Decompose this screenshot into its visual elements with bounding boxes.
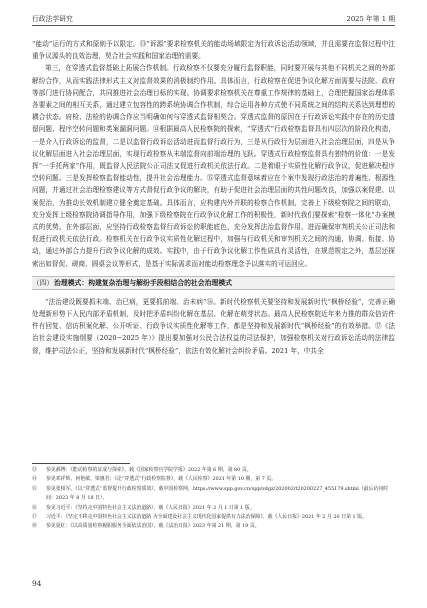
footnote-text: 参见邓祥辉、何艳敏、梁惠君：《论“穿透式”行政检察监督》，载《人民检察》2021 年第 10 期，第 7 页。	[46, 476, 277, 483]
paragraph: “能动”运行的方式和原则予以限定。⑬“诉源”要求检察机关的能动场域限定为行政诉讼活动领域，并且需要在监督过程中注重争议源头的良效治理，契合社会实践和国家治理的需要。	[32, 40, 395, 61]
page-number: 94	[32, 579, 42, 588]
section-heading	[32, 276, 395, 290]
footnote-rule	[32, 463, 130, 464]
footnote-text: 参见夏红：《以高质量检察履职服务全面依法治国》，载《法治日报》2023 年第 21 期，第 19 页。	[46, 523, 260, 530]
paragraph: “法治建设既要抓末端、治已病，更要抓前端、治未病”⑯。新时代检察机关要坚持和发展新时代“枫桥经验”，完善正确处理新形势下人民内部矛盾机制，及时把矛盾纠纷化解在基层、化解在萌芽状态。最高人民检察院近年来力推的群众信访件件有回复、信访积案化解、公开听证、行政争议实质性化解等工作，都是坚持和发展新时代“枫桥经验”的有效举措。⑰《法治社会建设实施纲要（2020−2025 年）》提出要加强对公民合法权益的司法保护，加强检察机关对行政诉讼活动的法律监督，维护司法公正，坚持和发展新时代“枫桥经验”，依法有效化解社会纠纷矛盾。2021 年，中共全	[32, 297, 395, 355]
footnote	[32, 485, 395, 504]
body-text	[32, 38, 395, 357]
header-rule	[32, 25, 395, 26]
footnote	[32, 522, 395, 531]
running-header	[32, 13, 395, 25]
footnote-mark: ⑭	[32, 476, 37, 483]
footnotes	[32, 466, 395, 532]
footnote-mark: ⑯	[32, 504, 37, 511]
footnote	[32, 513, 395, 522]
footnote	[32, 504, 395, 513]
footnote	[32, 466, 395, 475]
journal-name: 行政法学研究	[32, 15, 73, 23]
footnote-text: 参见郝博：《能动检察的证成与探索》，载《国家检察官学院学报》2022 年第 6 期，第 80 页。	[46, 467, 252, 473]
footnote-mark: ⑬	[32, 467, 37, 473]
footnote-mark: ⑱	[32, 523, 37, 530]
issue-label: 2025 年第 1 期	[346, 15, 395, 23]
footnote	[32, 475, 395, 484]
footnote-text: 参见习近平：《坚持走中国特色社会主义法治道路》，载《人民日报》2021 年 2 月 1 日第 1 版。	[46, 504, 255, 511]
footnote-mark: ⑰	[32, 514, 37, 521]
section-title: 治理模式：构建复杂治理与解纷手段相结合的社会治理模式	[54, 278, 233, 287]
section-number: （四）	[32, 278, 54, 287]
paragraph: 第三，在穿透式监督基础上拓展合作机制。行政检察不仅要充分履行监督职能，同时要开展与其他不同机关之间的外部解纷合作，从而实践法律形式主义对监督效果的消极制约作用。具体而言，行政检察在促进争议化解方面需要与法院、政府等部门进行协同配合，共同推进社会治理目标的实现。协调要求检察机关在尊重工作规律的基础上，合理把握国家治理体系各要素之间的相互关系，通过建立包容性的跨系统协调合作机制，综合运用各种方式使不同系统之间的结构关系达到理想的耦合状态。府检、法检的协调合作应当明确如何与穿透式监督相契合。穿透式监督的原因在于行政诉讼实践中存在的历史遗留问题、程序空转问题和类案漏洞问题。⑭根据最高人民检察院的探索，“穿透式”行政检察监督具有四层次的阶段化构造，一是介入行政诉讼的监督，二是以监督行政诉讼活动进而监督行政行为，三是从行政行为层面进入社会治理层面，四是从争议化解层面进入社会治理层面，实现行政检察从末端监督向前端治理的飞跃。穿透式行政检察监督具有独特的价值：一是发挥“一手托两家”作用，既监督人民法院公正司法又促进行政机关依法行政。二是着眼于实质性化解行政争议，促进解决程序空转问题。三是发挥检察监督能动性，提升社会治理能力。⑮穿透式监督意味着应在个案中发现行政法治的普遍性、根源性问题，并通过社会治理检察建议等方式督促行政争议的解决，有助于促进社会治理层面的共性问题改良，加强以案促建、以案促治，为推动长效机制建立健全奠定基础。具体而言，应构建内外并联的检察合作机制，完善上下级检察院之间的联动，充分发挥上级检察院协调指导作用，加强下级检察院在行政争议化解工作的积极性，新时代我们要探索“检察一体化”办案模式的优势。在外部层面，应坚持行政检察监督行政诉讼的职能底色，充分发挥法治监督作用，进而确保审判机关公正司法和促进行政机关依法行政。检察机关在行政争议实质性化解过程中，加强与行政机关和审判机关之间的沟通、协调、衔接、协动，通过外部合力提升行政争议化解的成效。实践中，由于行政争议化解工作性质具有灵活性，在规范规定之外，基层还探索出如督促、磋商、圆桌会议等形式，是基于实际需求而对能动检察理念予以落实的可运回应。	[32, 64, 395, 268]
footnote-mark: ⑮	[32, 485, 37, 492]
footnote-text: 参见张相军、《以“穿透式”监督提升行政检察质效》，载中国检察网，https://www.spp.gov.cn/spp/zdgz/202002/t20200227_455179.shtml（最后访问时间：2023 年 8 月 18 日）。	[46, 485, 389, 502]
footnote-text: 习近平：《坚定不移走中国特色社会主义法治道路 为全面建设社会主义现代化国家提供有力法治保障》，载《人民日报》2021 年 2 月 20 日第 1 版。	[46, 514, 367, 521]
